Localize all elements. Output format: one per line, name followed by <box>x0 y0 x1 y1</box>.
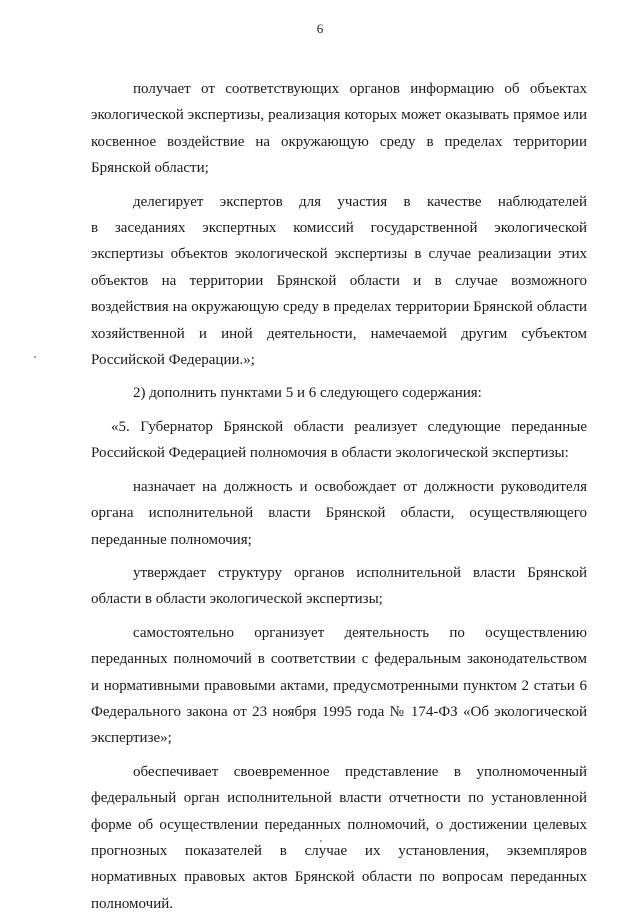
paragraph-line: «5. Губернатор Брянской области реализует следующие переданные <box>111 418 587 435</box>
paragraph-line: органа исполнительной власти Брянской области, осуществляющего <box>91 505 587 522</box>
paragraph-line: форме об осуществлении переданных полномочий, о достижении целевых <box>91 816 587 833</box>
document-body <box>91 76 587 924</box>
page-number: 6 <box>316 21 324 36</box>
paragraph <box>91 76 587 182</box>
paragraph-line: федеральный орган исполнительной власти отчетности по установленной <box>91 790 587 807</box>
paragraph-line: назначает на должность и освобождает от должности руководителя <box>133 478 587 495</box>
paragraph-line: Российской Федерацией полномочия в области экологической экспертизы: <box>91 445 569 462</box>
paragraph <box>91 560 587 613</box>
paragraph-line: обеспечивает своевременное представление в уполномоченный <box>133 763 587 780</box>
paragraph-line: 2) дополнить пунктами 5 и 6 следующего содержания: <box>133 385 482 402</box>
paragraph-line: полномочий. <box>91 895 174 912</box>
paragraph-line: переданные полномочия; <box>91 531 252 548</box>
paragraph-line: хозяйственной и иной деятельности, намечаемой другим субъектом <box>91 325 587 342</box>
paragraph-line: Российской Федерации.»; <box>91 352 255 369</box>
paragraph-line: и нормативными правовыми актами, предусмотренными пунктом 2 статьи 6 <box>91 677 587 694</box>
paragraph-line: косвенное воздействие на окружающую среду в пределах территории <box>91 133 587 150</box>
paragraph <box>91 189 587 374</box>
paragraph <box>91 474 587 553</box>
paragraph-line: воздействия на окружающую среду в пределах территории Брянской области <box>91 299 587 316</box>
paragraph-line: Брянской области; <box>91 160 209 177</box>
paragraph-line: прогнозных показателей в случае их установления, экземпляров <box>91 842 587 859</box>
paragraph-line: объектов на территории Брянской области и в случае возможного <box>91 272 587 289</box>
paragraph-line: экологической экспертизы, реализация которых может оказывать прямое или <box>91 107 587 124</box>
paragraph <box>91 380 587 406</box>
paragraph <box>91 759 587 917</box>
paragraph-line: Федерального закона от 23 ноября 1995 года № 174-ФЗ «Об экологической <box>91 703 587 720</box>
paragraph-line: утверждает структуру органов исполнительной власти Брянской <box>133 564 587 581</box>
paragraph-line: экспертизы объектов экологической экспертизы в случае реализации этих <box>91 246 587 263</box>
paragraph-line: нормативных правовых актов Брянской области по вопросам переданных <box>91 869 587 886</box>
paragraph <box>91 414 587 467</box>
paragraph-line: переданных полномочий в соответствии с федеральным законодательством <box>91 651 587 668</box>
paragraph-line: делегирует экспертов для участия в качестве наблюдателей <box>133 193 587 210</box>
scan-speck <box>320 840 322 842</box>
paragraph-line: экспертизе»; <box>91 730 172 747</box>
paragraph-line: области в области экологической экспертизы; <box>91 591 383 608</box>
paragraph-line: в заседаниях экспертных комиссий государственной экологической <box>91 220 587 237</box>
scan-speck <box>34 356 36 358</box>
paragraph <box>91 620 587 752</box>
paragraph-line: самостоятельно организует деятельность по осуществлению <box>133 624 587 641</box>
paragraph-line: получает от соответствующих органов информацию об объектах <box>133 81 587 97</box>
